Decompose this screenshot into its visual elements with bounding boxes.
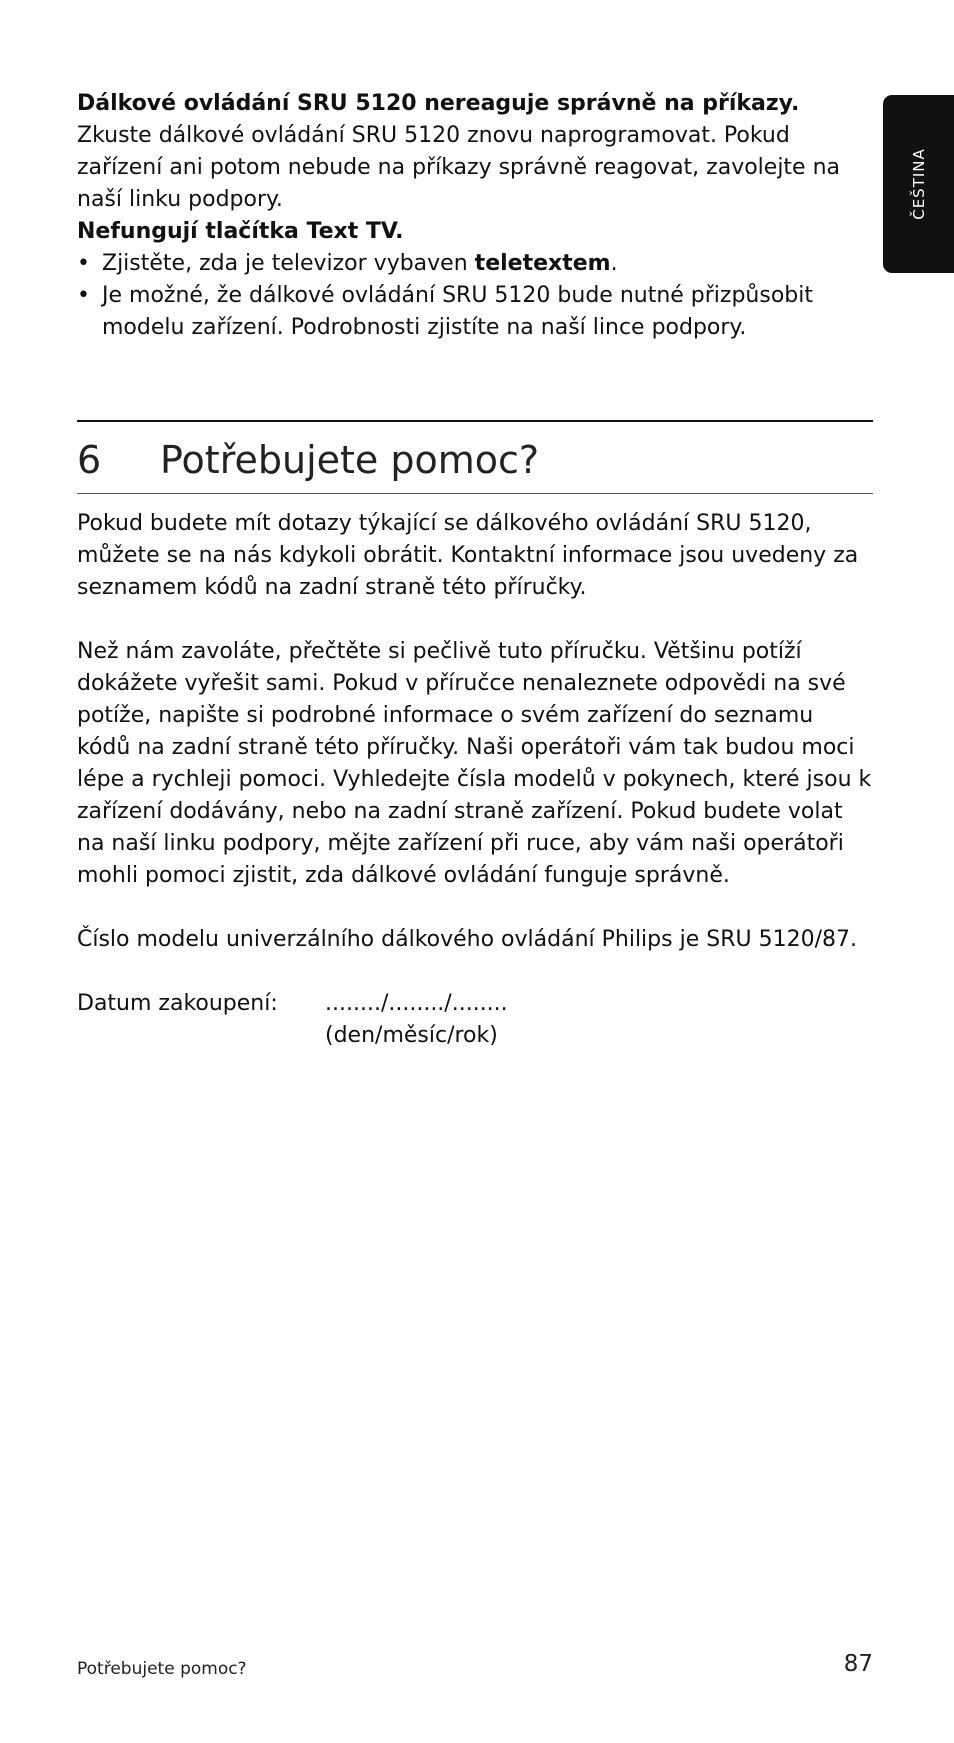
page-number: 87 <box>843 1651 873 1677</box>
section-heading <box>77 430 873 490</box>
model-number-paragraph: Číslo modelu univerzálního dálkového ovládání Philips je SRU 5120/87. <box>77 927 857 952</box>
purchase-date-format: (den/měsíc/rok) <box>325 1023 498 1048</box>
bullet-text: Je možné, že dálkové ovládání SRU 5120 bude nutné přizpůsobit modelu zařízení. Podrobnosti zjistíte na naší lince podpory. <box>102 283 814 340</box>
list-item <box>77 280 873 344</box>
section-body <box>77 508 873 1052</box>
purchase-date-blank: ......../......../........ <box>325 991 508 1016</box>
bullet-bold-text: teletextem <box>474 251 611 276</box>
footer-section-name: Potřebujete pomoc? <box>77 1659 247 1679</box>
section-divider-bottom <box>77 493 873 494</box>
language-tab <box>883 95 954 273</box>
section-number: 6 <box>77 438 102 482</box>
teletext-bullet-list <box>77 248 873 344</box>
bullet-icon: • <box>77 283 90 308</box>
purchase-date-label: Datum zakoupení: <box>77 991 278 1016</box>
purchase-date-row <box>77 988 873 1052</box>
problem-heading-remote: Dálkové ovládání SRU 5120 nereaguje správně na příkazy. <box>77 91 800 116</box>
language-tab-label: ČEŠTINA <box>909 148 928 220</box>
help-paragraph-contact: Pokud budete mít dotazy týkající se dálkového ovládání SRU 5120, můžete se na nás kdykoli obrátit. Kontaktní informace jsou uvedeny za seznamem kódů na zadní straně této příručky. <box>77 511 859 600</box>
problem-heading-teletext: Nefungují tlačítka Text TV. <box>77 219 404 244</box>
bullet-text: Zjistěte, zda je televizor vybaven <box>102 251 475 276</box>
section-title: Potřebujete pomoc? <box>160 438 540 482</box>
bullet-text-end: . <box>610 251 618 276</box>
bullet-icon: • <box>77 251 90 276</box>
section-divider-top <box>77 420 873 422</box>
problem-text-remote: Zkuste dálkové ovládání SRU 5120 znovu naprogramovat. Pokud zařízení ani potom nebude na příkazy správně reagovat, zavolejte na naší linku podpory. <box>77 123 841 212</box>
help-paragraph-before-calling: Než nám zavoláte, přečtěte si pečlivě tuto příručku. Většinu potíží dokážete vyřešit sami. Pokud v příručce nenaleznete odpovědi na své potíže, napište si podrobné informace o svém zařízení do seznamu kódů na zadní straně této příručky. Naši operátoři vám tak budou moci lépe a rychleji pomoci. Vyhledejte čísla modelů v pokynech, které jsou k zařízení dodávány, nebo na zadní straně zařízení. Pokud budete volat na naší linku podpory, mějte zařízení při ruce, aby vám naši operátoři mohli pomoci zjistit, zda dálkové ovládání funguje správně. <box>77 639 872 888</box>
troubleshooting-block <box>77 88 873 344</box>
list-item <box>77 248 873 280</box>
